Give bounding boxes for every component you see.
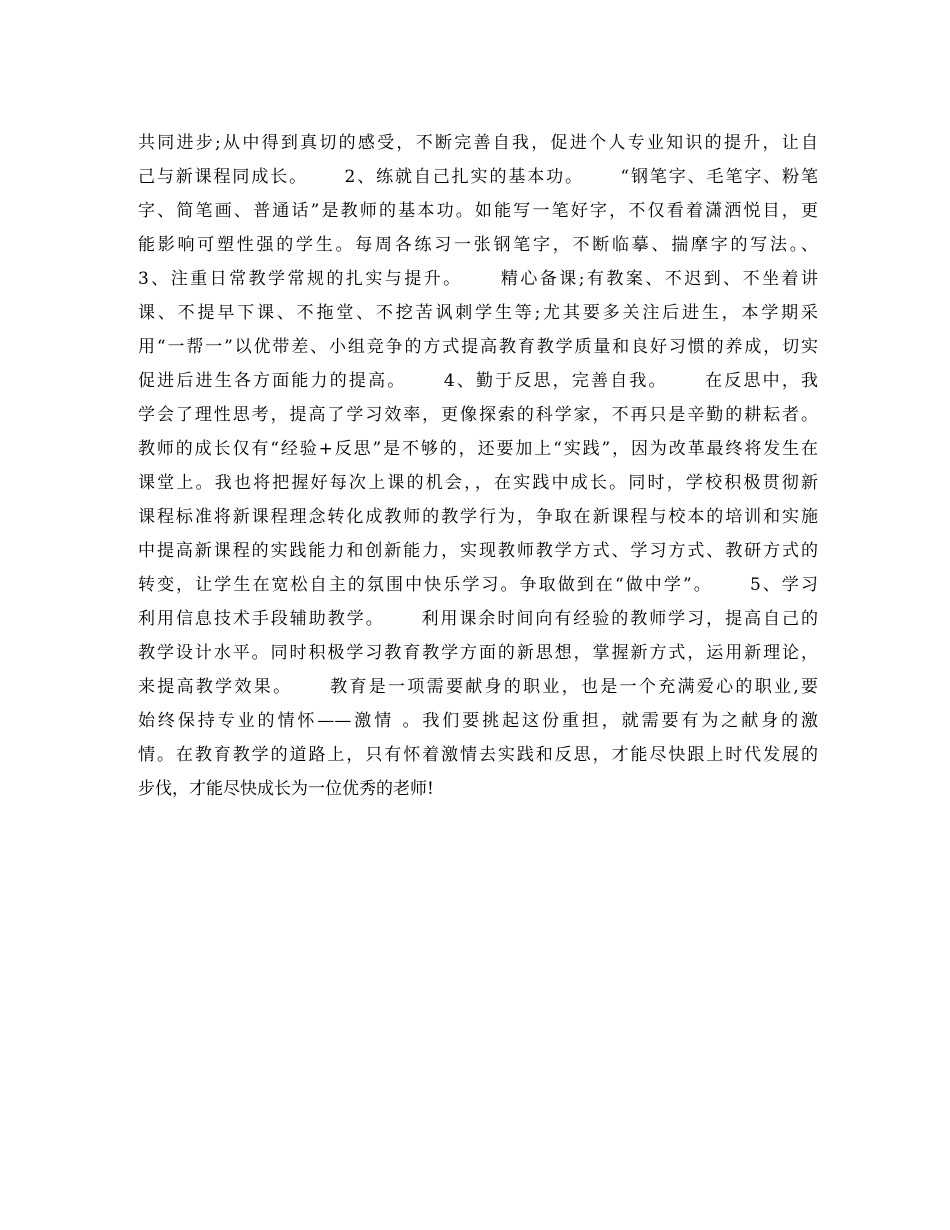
text-line: 步伐，才能尽快成长为一位优秀的老师! xyxy=(138,779,434,799)
text-line: 始终保持专业的情怀——激情 。我们要挑起这份重担，就需要有为之献身的激 xyxy=(138,711,818,731)
text-line: 3、注重日常教学常规的扎实与提升。 精心备课;有教案、不迟到、不坐着讲 xyxy=(138,269,818,289)
text-line: 教学设计水平。同时积极学习教育教学方面的新思想，掌握新方式，运用新理论， xyxy=(138,643,818,663)
text-line: 利用信息技术手段辅助教学。 利用课余时间向有经验的教师学习，提高自己的 xyxy=(138,609,818,629)
text-line: 能影响可塑性强的学生。每周各练习一张钢笔字，不断临摹、揣摩字的写法。、 xyxy=(138,235,818,255)
text-line: 用“一帮一”以优带差、小组竞争的方式提高教育教学质量和良好习惯的养成，切实 xyxy=(138,337,818,357)
text-line: 促进后进生各方面能力的提高。 4、勤于反思，完善自我。 在反思中，我 xyxy=(138,371,818,391)
text-line: 课、不提早下课、不拖堂、不挖苦讽刺学生等;尤其要多关注后进生，本学期采 xyxy=(138,303,818,323)
text-line: 共同进步;从中得到真切的感受，不断完善自我，促进个人专业知识的提升，让自 xyxy=(138,133,818,153)
text-line: 转变，让学生在宽松自主的氛围中快乐学习。争取做到在“做中学”。 5、学习 xyxy=(138,575,818,595)
text-line: 教师的成长仅有“经验+反思”是不够的，还要加上“实践”，因为改革最终将发生在 xyxy=(138,439,818,459)
text-line: 学会了理性思考，提高了学习效率，更像探索的科学家，不再只是辛勤的耕耘者。 xyxy=(138,405,818,425)
body-text xyxy=(138,126,818,806)
text-line: 情。在教育教学的道路上，只有怀着激情去实践和反思，才能尽快跟上时代发展的 xyxy=(138,745,818,765)
text-line: 己与新课程同成长。 2、练就自己扎实的基本功。 “钢笔字、毛笔字、粉笔 xyxy=(138,167,818,187)
text-line: 课程标准将新课程理念转化成教师的教学行为，争取在新课程与校本的培训和实施 xyxy=(138,507,818,527)
text-line: 课堂上。我也将把握好每次上课的机会，，在实践中成长。同时，学校积极贯彻新 xyxy=(138,473,818,493)
text-line: 来提高教学效果。 教育是一项需要献身的职业，也是一个充满爱心的职业,要 xyxy=(138,677,818,697)
text-line: 中提高新课程的实践能力和创新能力，实现教师教学方式、学习方式、教研方式的 xyxy=(138,541,818,561)
text-line: 字、简笔画、普通话”是教师的基本功。如能写一笔好字，不仅看着潇洒悦目，更 xyxy=(138,201,818,221)
